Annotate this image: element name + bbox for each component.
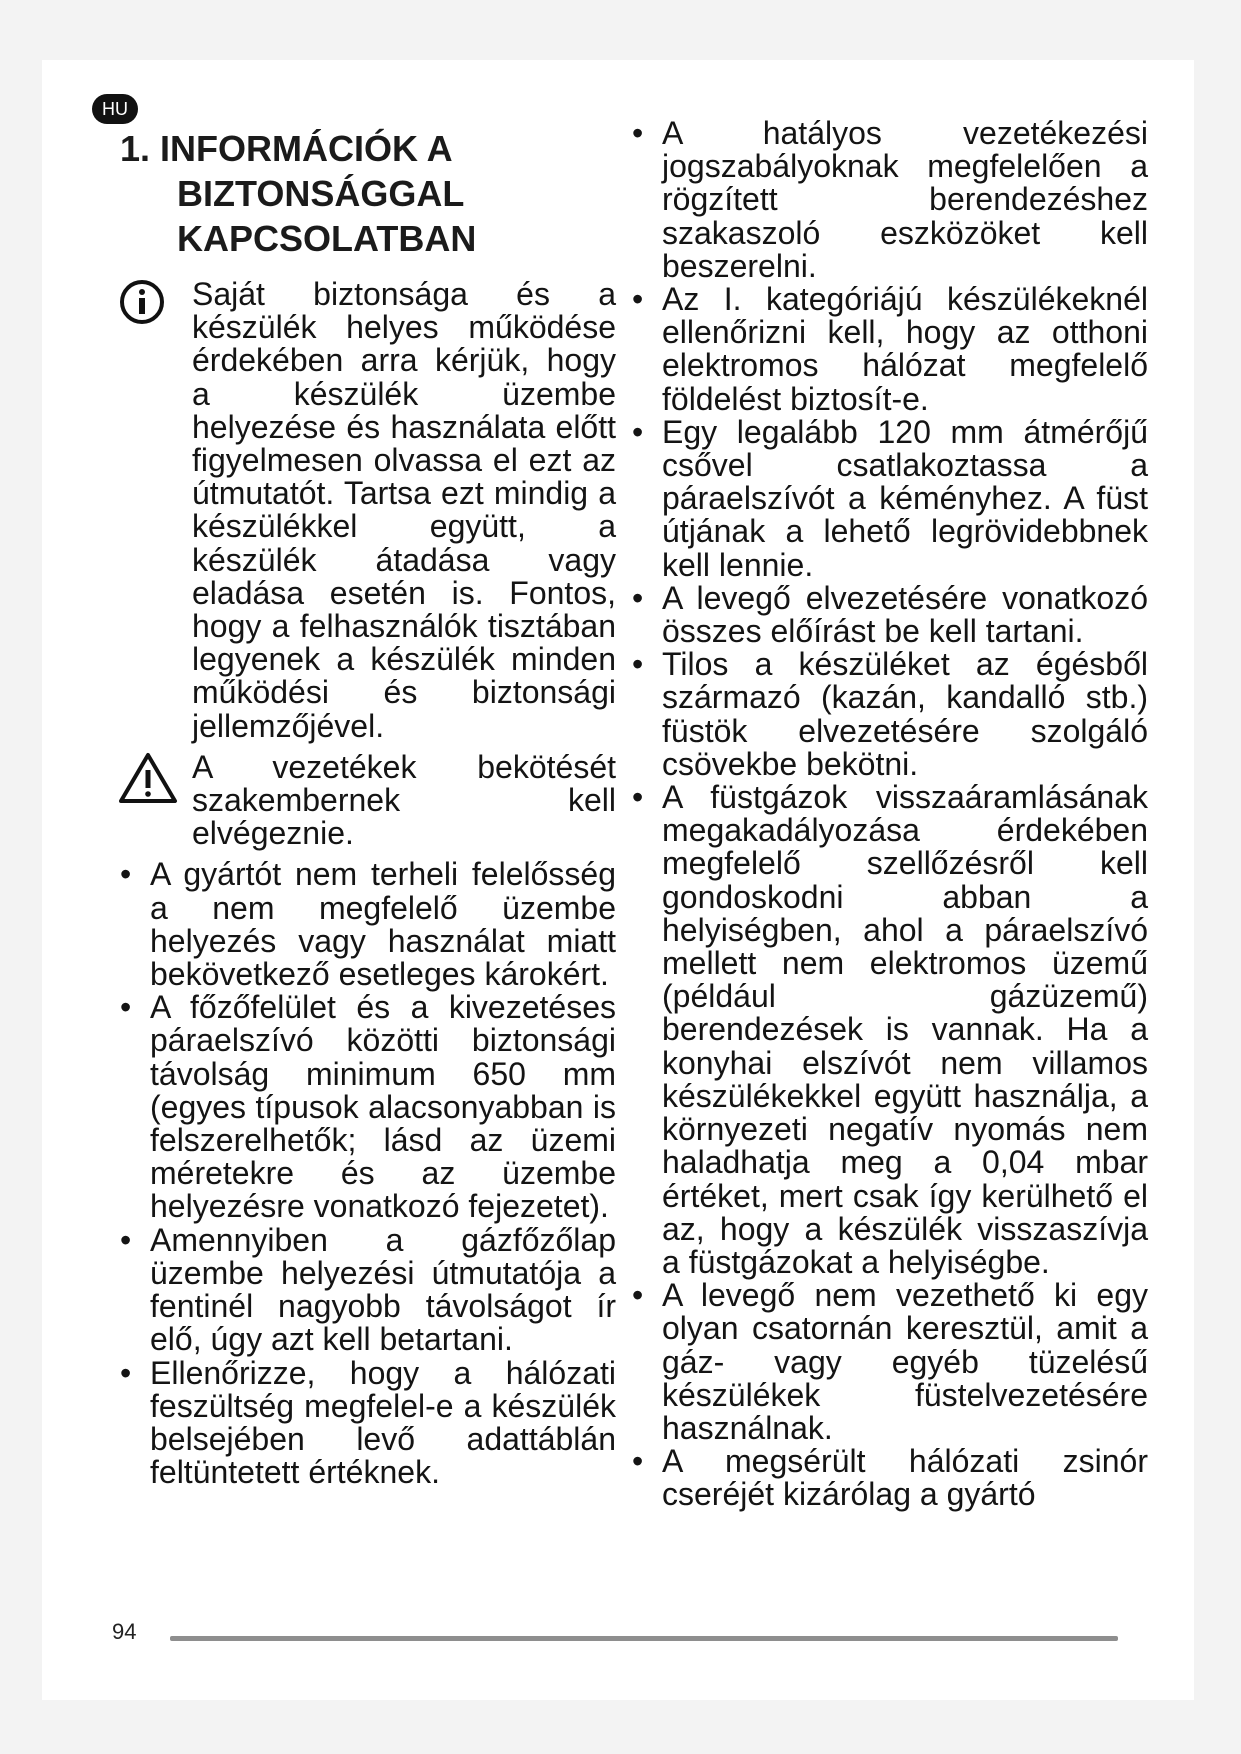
list-item: • A levegő elvezetésére vonatkozó összes előírást be kell tartani. [632,582,1148,648]
right-column [632,117,1148,1512]
warning-icon [118,751,178,805]
heading-line-2: BIZTONSÁGGAL [177,173,465,214]
info-note-text: Saját biztonsága és a készülék helyes működése érdekében arra kérjük, hogy a készülék üzembe helyezése és használata előtt figyelmesen olvassa el ezt az útmutatót. Tartsa ezt mindig a készülékkel együtt, a készülék átadása vagy eladása esetén is. Fontos, hogy a felhasználók tisztában legyenek a készülék minden működési és biztonsági jellemzőjével. [192,276,616,744]
info-note [120,278,616,743]
list-item: • A megsérült hálózati zsinór cseréjét kizárólag a gyártó [632,1445,1148,1511]
list-item: • A főzőfelület és a kivezetéses páraelszívó közötti biztonsági távolság minimum 650 mm (egyes típusok alacsonyabban is felszerelhetők; lásd az üzemi méretekre és az üzembe helyezésre vonatkozó fejezetet). [120,991,616,1223]
language-badge: HU [92,94,138,124]
list-item: • A füstgázok visszaáramlásának megakadályozása érdekében megfelelő szellőzésről kell gondoskodni abban a helyiségben, ahol a páraelszívó mellett nem elektromos üzemű (például gázüzemű) berendezések is vannak. Ha a konyhai elszívót nem villamos készülékekkel együtt használja, a környezeti negatív nyomás nem haladhatja meg a 0,04 mbar értéket, mert csak így kerülhető el az, hogy a készülék visszaszívja a füstgázokat a helyiségbe. [632,781,1148,1279]
list-item: • Amennyiben a gázfőzőlap üzembe helyezési útmutatója a fentinél nagyobb távolságot ír elő, úgy azt kell betartani. [120,1224,616,1357]
list-item: • A hatályos vezetékezési jogszabályoknak megfelelően a rögzített berendezéshez szakaszoló eszközöket kell beszerelni. [632,117,1148,283]
list-item: • Tilos a készüléket az égésből származó (kazán, kandalló stb.) füstök elvezetésére szolgáló csövekbe bekötni. [632,648,1148,781]
page-number: 94 [112,1619,137,1644]
list-item: • Ellenőrizze, hogy a hálózati feszültség megfelel-e a készülék belsejében levő adattáblán feltüntetett értéknek. [120,1357,616,1490]
list-item: • Az I. kategóriájú készülékeknél ellenőrizni kell, hogy az otthoni elektromos hálózat megfelelő földelést biztosít-e. [632,283,1148,416]
warning-note-text: A vezetékek bekötését szakembernek kell elvégeznie. [192,748,616,852]
info-icon [118,278,166,326]
list-item: • A gyártót nem terheli felelősség a nem megfelelő üzembe helyezés vagy használat miatt bekövetkező esetleges károkért. [120,858,616,991]
heading-line-1: 1. INFORMÁCIÓK A [120,128,453,169]
list-item: • A levegő nem vezethető ki egy olyan csatornán keresztül, amit a gáz- vagy egyéb tüzelésű készülékek füstelvezetésére használnak. [632,1279,1148,1445]
left-column [120,278,616,1489]
footer-divider [170,1636,1118,1641]
section-heading [120,126,476,261]
list-item: • Egy legalább 120 mm átmérőjű csővel csatlakoztassa a páraelszívót a kéményhez. A füst útjának a lehető legrövidebbnek kell lennie. [632,416,1148,582]
warning-note [120,748,616,852]
heading-line-3: KAPCSOLATBAN [177,218,477,259]
